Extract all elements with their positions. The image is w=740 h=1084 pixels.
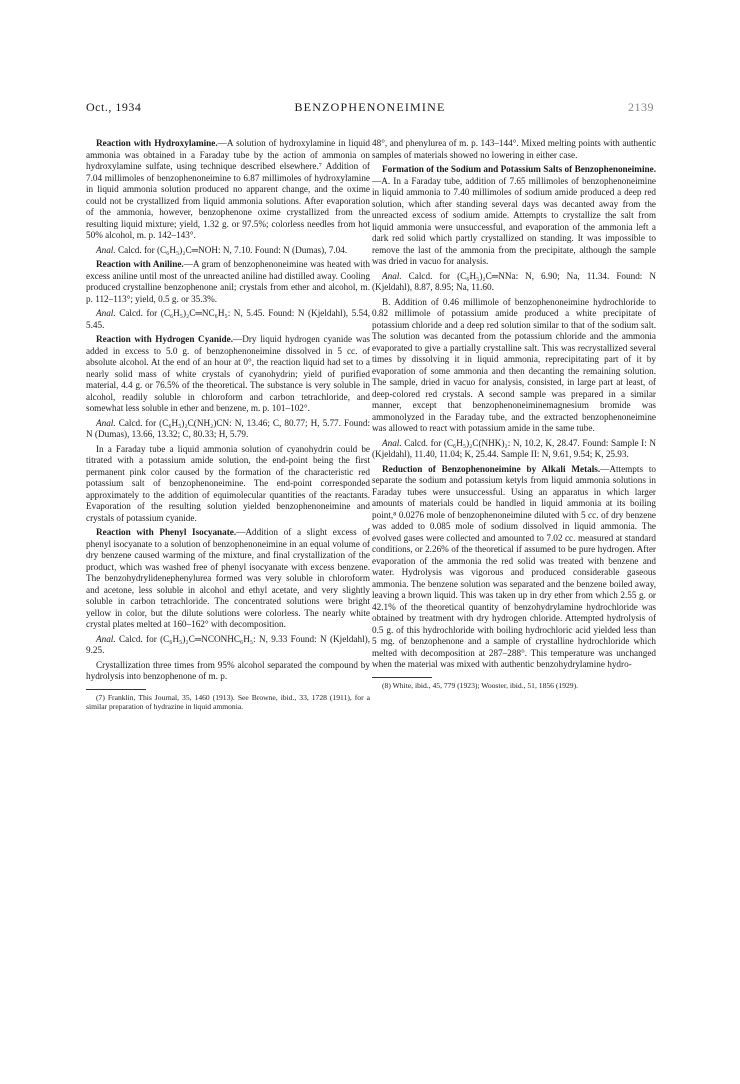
paragraph-phenyl-isocyanate [86, 527, 370, 631]
footnote-8: (8) White, ibid., 45, 779 (1923); Wooster, ibid., 51, 1856 (1929). [382, 680, 579, 690]
page-header [86, 100, 654, 116]
anal-label: Anal. [96, 417, 116, 428]
section-heading: Formation of the Sodium and Potassium Salts of Benzophenoneimine. [382, 164, 656, 174]
paragraph-text: —A solution of hydroxylamine in liquid ammonia was obtained in a Faraday tube by the action of ammonia on hydroxylamine sulfate, using technique described elsewhere.⁷ Addition of 7.04 millimoles of benzophenoneimine to 6.87 millimoles of hydroxylamine in liquid ammonia solution produced no apparent change, and the oxime could not be crystallized from liquid ammonia solutions. After evaporation of the ammonia, however, benzophenone oxime crystallized from the resulting liquid mixture; yield, 1.32 g. or 97.5%; colorless needles from hot 50% alcohol, m. p. 142–143°. [86, 138, 370, 240]
anal-label: Anal. [96, 244, 116, 255]
header-date: Oct., 1934 [86, 100, 142, 114]
left-column [86, 138, 370, 1068]
paragraph-melting-points: 48°, and phenylurea of m. p. 143–144°. Mixed melting points with authentic samples of materials showed no lowering in either case. [372, 138, 656, 160]
analysis-cyanohydrin [86, 418, 370, 441]
paragraph-text: —Dry liquid hydrogen cyanide was added in excess to 5.0 g. of benzophenoneimine dissolved in 5 cc. of absolute alcohol. At the end of an hour at 0°, the reaction liquid had set to a nearly solid mass of white crystals of cyanohydrin; yield of purified material, 4.4 g. or 76.5% of the theoretical. The substance is very soluble in alcohol, readily soluble in chloroform and carbon tetrachloride, and somewhat less soluble in ether and benzene, m. p. 101–102°. [86, 334, 370, 413]
paragraph-reduction [372, 464, 656, 671]
analysis-oxime [86, 245, 370, 257]
analysis-potassium-salt [372, 438, 656, 461]
paragraph-crystallization: Crystallization three times from 95% alcohol separated the compound by hydrolysis into benzophenone of m. p. [86, 659, 370, 681]
anal-text: Calcd. for (C₆H₅)₂C═NC₆H₅: N, 5.45. Found: N (Kjeldahl), 5.54, 5.45. [86, 308, 370, 330]
anal-label: Anal. [96, 633, 116, 644]
paragraph-hydrogen-cyanide [86, 334, 370, 415]
paragraph-titration: In a Faraday tube a liquid ammonia solution of cyanohydrin could be titrated with a potassium amide solution, the end-point being the first permanent pink color caused by the formation of the characteristic red potassium salt of benzophenoneimine. The end-point corresponded approximately to the addition of equimolecular quantities of the reactants. Evaporation of the resulting solution yielded benzophenoneimine and crystals of potassium cyanide. [86, 443, 370, 523]
paragraph-aniline [86, 259, 370, 305]
page-number: 2139 [628, 100, 654, 114]
section-heading: Reaction with Hydroxylamine. [96, 138, 218, 148]
anal-text: Calcd. for (C₆H₅)₂C(NH₂)CN: N, 13.46; C, 80.77; H, 5.77. Found: N (Dumas), 13.66, 13.32; C, 80.33; H, 5.79. [86, 417, 370, 439]
analysis-sodium-salt [372, 271, 656, 294]
section-heading: Reduction of Benzophenoneimine by Alkali Metals. [382, 463, 601, 474]
paragraph-text: —Addition of a slight excess of phenyl isocyanate to a solution of benzophenoneimine in an equal volume of dry benzene caused warming of the mixture, and final crystallization of the product, which was washed free of phenyl isocyanate with excess benzene. The benzohydrylidenephenylurea formed was very soluble in chloroform and acetone, less soluble in alcohol and ethyl acetate, and very slightly soluble in carbon tetrachloride. The concentrated solutions were bright yellow in color, but the dilute solutions were colorless. The nearly white crystal plates melted at 160–162° with decomposition. [86, 527, 370, 629]
analysis-anil [86, 308, 370, 331]
section-heading: Reaction with Phenyl Isocyanate. [96, 527, 237, 537]
paragraph-hydroxylamine [86, 138, 370, 242]
paragraph-text: —A. In a Faraday tube, addition of 7.65 millimoles of benzophenoneimine in liquid ammonia to 7.40 millimoles of sodium amide produced a deep red solution, which after standing several days was decanted away from the unreacted excess of sodium amide. Attempts to crystallize the salt from liquid ammonia were unsuccessful, and evaporation of the ammonia left a dark red solid which partly crystallized on standing. It was impossible to remove the last of the ammonia from the precipitate, although the sample was dried in vacuo for analysis. [372, 175, 656, 266]
section-heading: Reaction with Hydrogen Cyanide. [96, 334, 234, 344]
right-column [372, 138, 656, 1068]
anal-label: Anal. [382, 270, 402, 281]
anal-text: Calcd. for (C₆H₅)₂C═NNa: N, 6.90; Na, 11.34. Found: N (Kjeldahl), 8.87, 8.95; Na, 11.60. [372, 270, 656, 292]
section-heading: Reaction with Aniline. [96, 259, 184, 269]
paragraph-salts [372, 164, 656, 268]
paragraph-text: —Attempts to separate the sodium and potassium ketyls from liquid ammonia solutions in Faraday tubes were unsuccessful. Using an apparatus in which larger amounts of materials could be handled in liquid ammonia at its boiling point,⁸ 0.0276 mole of benzophenoneimine diluted with 5 cc. of dry benzene was added to 0.085 mole of sodium dissolved in liquid ammonia. The evolved gases were collected and amounted to 7.02 cc. measured at standard conditions, or 2.26% of the theoretical if assumed to be pure hydrogen. After evaporation of the ammonia the red solid was treated with benzene and water. Hydrolysis was vigorous and produced considerable gaseous ammonia. The benzene solution was separated and the benzene boiled away, leaving a brown liquid. This was taken up in dry ether from which 2.55 g. or 42.1% of the theoretical quantity of benzohydrylamine hydrochloride was obtained by treatment with dry hydrogen chloride. Attempted hydrolysis of 0.5 g. of this hydrochloride with boiling hydrochloric acid yielded less than 5 mg. of benzophenone and a sample of crystalline hydrochloride which melted with decomposition at 287–288°. This temperature was unchanged when the material was mixed with authentic benzohydrylamine hydro- [372, 463, 656, 669]
analysis-urea [86, 634, 370, 657]
paragraph-potassium-salt: B. Addition of 0.46 millimole of benzophenoneimine hydrochloride to 0.82 millimole of potassium amide produced a white precipitate of potassium chloride and a deep red solution similar to that of the sodium salt. The solution was decanted from the potassium chloride and the ammonia evaporated to give a partially crystalline salt. This was recrystallized several times by dissolving it in liquid ammonia, reprecipitating part of it by evaporation of some ammonia and then decanting the remaining solution. The sample, dried in vacuo for analysis, consisted, in large part at least, of deep-colored red crystals. A second sample was prepared in a similar manner, except that benzophenoneiminemagnesium bromide was ammonolyzed in the Faraday tube, and the extracted benzophenoneimine was allowed to react with potassium amide in the same tube. [372, 296, 656, 433]
footnote-rule [86, 689, 146, 690]
footnote-rule [372, 677, 432, 678]
paragraph-text: —A gram of benzophenoneimine was heated with excess aniline until most of the unreacted aniline had distilled away. Cooling produced crystalline benzophenone anil; crystals from ether and alcohol, m. p. 112–113°; yield, 0.5 g. or 35.3%. [86, 259, 370, 304]
anal-text: Calcd. for (C₆H₅)₂C(NHK)₂: N, 10.2, K, 28.47. Found: Sample I: N (Kjeldahl), 11.40, 11.04; K, 25.44. Sample II: N, 9.61, 9.54; K, 25.93. [372, 437, 656, 459]
anal-label: Anal. [382, 437, 402, 448]
footnote-7: (7) Franklin, This Journal, 35, 1460 (1913). See Browne, ibid., 33, 1728 (1911), for a similar preparation of hydrazine in liquid ammonia. [86, 692, 370, 711]
anal-label: Anal. [96, 308, 116, 318]
anal-text: Calcd. for (C₆H₅)₂C═NOH: N, 7.10. Found: N (Dumas), 7.04. [117, 244, 348, 255]
running-title: BENZOPHENONEIMINE [294, 100, 446, 114]
anal-text: Calcd. for (C₆H₅)₂C═NCONHC₆H₅: N, 9.33 Found: N (Kjeldahl), 9.25. [86, 633, 370, 655]
